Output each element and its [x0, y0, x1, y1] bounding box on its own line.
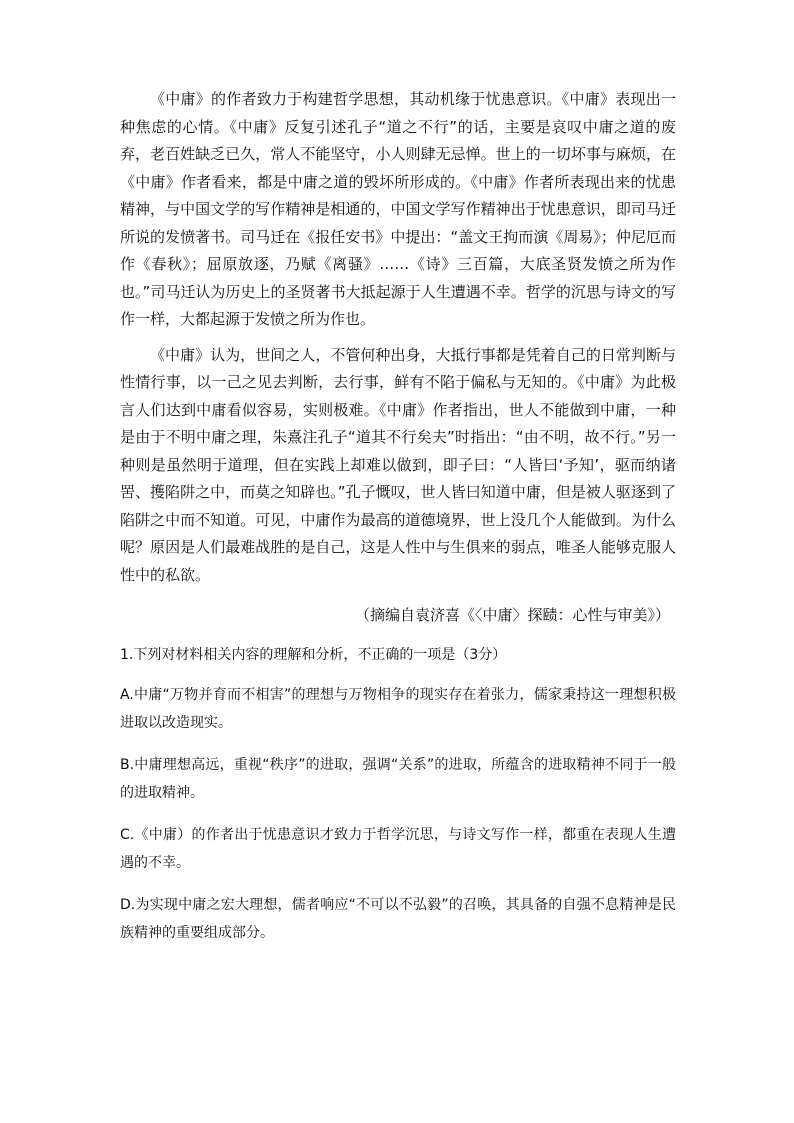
option-b: B.中庸理想高远，重视“秩序”的进取，强调“关系”的进取，所蕴含的进取精神不同于一般的进取精神。 [120, 757, 676, 801]
passage-source: （摘编自袁济喜《〈中庸〉探赜：心性与审美》） [354, 606, 670, 624]
option-c: C.《中庸）的作者出于忧患意识才致力于哲学沉思，与诗文写作一样，都重在表现人生遭遇的不幸。 [120, 827, 676, 871]
passage-paragraph-2: 《中庸》认为，世间之人，不管何种出身，大抵行事都是凭着自己的日常判断与性情行事，以一己之见去判断，去行事，鲜有不陷于偏私与无知的。《中庸》为此极言人们达到中庸看似容易，实则极难。《中庸》作者指出，世人不能做到中庸，一种是由于不明中庸之理，朱熹注孔子“道其不行矣夫”时指出：“由不明，故不行。”另一种则是虽然明于道理，但在实践上却难以做到，即子曰：“人皆曰‘予知’，驱而纳诸罟、擭陷阱之中，而莫之知辟也。”孔子慨叹，世人皆曰知道中庸，但是被人驱逐到了陷阱之中而不知道。可见，中庸作为最高的道德境界，世上没几个人能做到。为什么呢？原因是人们最难战胜的是自己，这是人性中与生俱来的弱点，唯圣人能够克服人性中的私欲。 [120, 345, 676, 584]
option-a: A.中庸“万物并育而不相害”的理想与万物相争的现实存在着张力，儒家秉持这一理想积极进取以改造现实。 [120, 687, 676, 731]
option-d: D.为实现中庸之宏大理想，儒者响应“不可以不弘毅”的召唤，其具备的自强不息精神是民族精神的重要组成部分。 [120, 897, 676, 941]
document-page [120, 86, 676, 947]
question-stem: 1.下列对材料相关内容的理解和分析，不正确的一项是（3分） [120, 647, 507, 663]
passage-paragraph-1: 《中庸》的作者致力于构建哲学思想，其动机缘于忧患意识。《中庸》表现出一种焦虑的心情。《中庸》反复引述孔子“道之不行”的话，主要是哀叹中庸之道的废弃，老百姓缺乏已久，常人不能坚守，小人则肆无忌惮。世上的一切坏事与麻烦，在《中庸》作者看来，都是中庸之道的毁坏所形成的。《中庸》作者所表现出来的忧患精神，与中国文学的写作精神是相通的，中国文学写作精神出于忧患意识，即司马迁所说的发愤著书。司马迁在《报任安书》中提出：“盖文王拘而演《周易》；仲尼厄而作《春秋》；屈原放逐，乃赋《离骚》……《诗》三百篇，大底圣贤发愤之所为作也。”司马迁认为历史上的圣贤著书大抵起源于人生遭遇不幸。哲学的沉思与诗文的写作一样，大都起源于发愤之所为作也。 [120, 90, 676, 328]
